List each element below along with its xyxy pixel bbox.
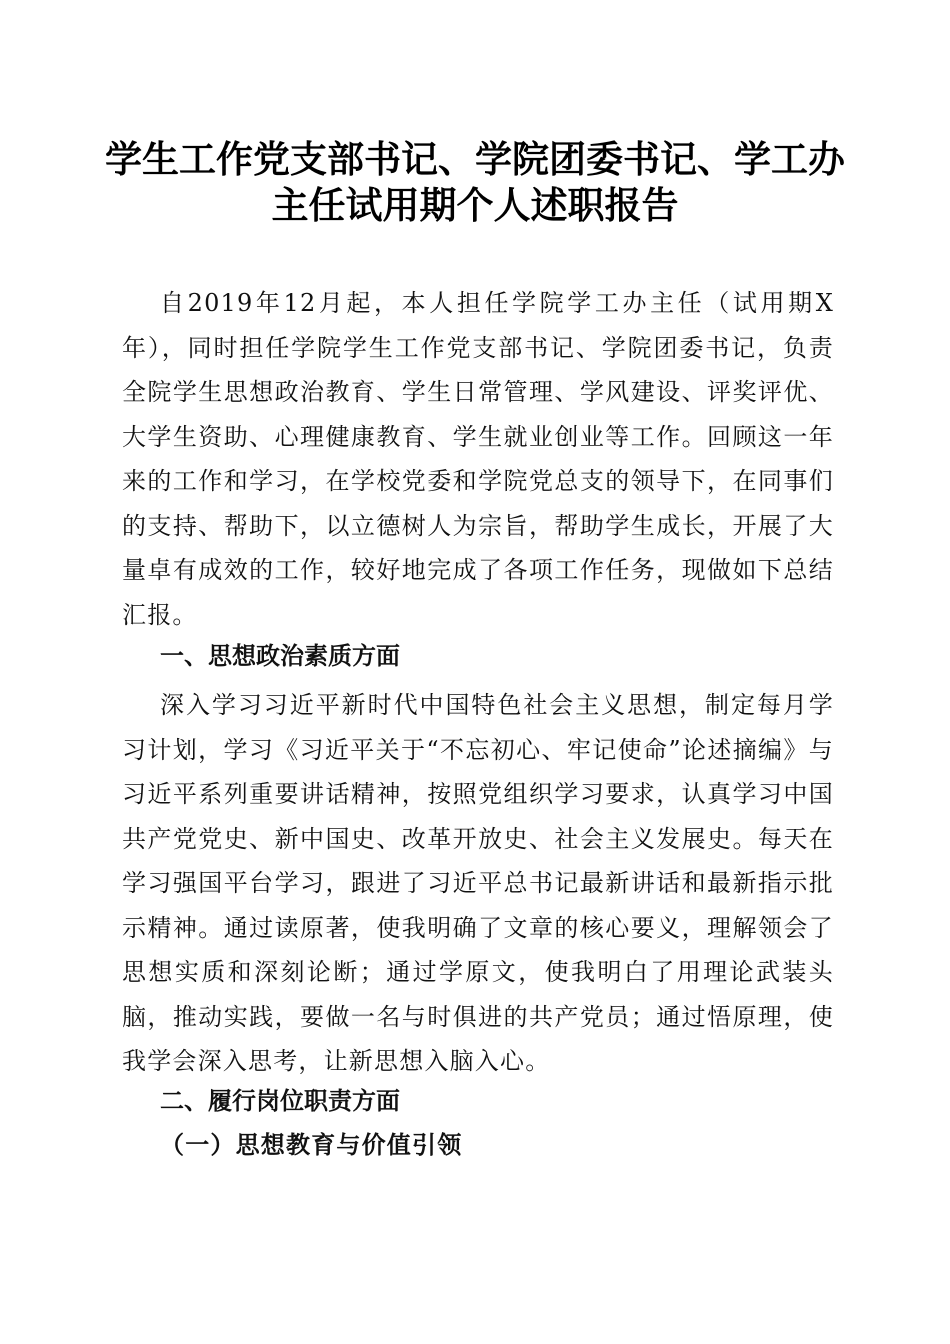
intro-paragraph: 自2019年12月起，本人担任学院学工办主任（试用期X年），同时担任学院学生工作党支部书记、学院团委书记，负责全院学生思想政治教育、学生日常管理、学风建设、评奖评优、大学生资助、心理健康教育、学生就业创业等工作。回顾这一年来的工作和学习，在学校党委和学院党总支的领导下，在同事们的支持、帮助下，以立德树人为宗旨，帮助学生成长，开展了大量卓有成效的工作，较好地完成了各项工作任务，现做如下总结汇报。 xyxy=(122,289,834,629)
section-heading-political-quality: 一、思想政治素质方面 xyxy=(160,642,400,670)
document-title-line-2: 主任试用期个人述职报告 xyxy=(271,184,679,227)
political-quality-paragraph: 深入学习习近平新时代中国特色社会主义思想，制定每月学习计划，学习《习近平关于“不忘初心、牢记使命”论述摘编》与习近平系列重要讲话精神，按照党组织学习要求，认真学习中国共产党党史、新中国史、改革开放史、社会主义发展史。每天在学习强国平台学习，跟进了习近平总书记最新讲话和最新指示批示精神。通过读原著，使我明确了文章的核心要义，理解领会了思想实质和深刻论断；通过学原文，使我明白了用理论武装头脑，推动实践，要做一名与时俱进的共产党员；通过悟原理，使我学会深入思考，让新思想入脑入心。 xyxy=(122,691,834,1075)
document-title-line-1: 学生工作党支部书记、学院团委书记、学工办 xyxy=(105,138,845,181)
subsection-heading-ideological-education: （一）思想教育与价值引领 xyxy=(160,1130,463,1159)
section-heading-job-duties: 二、履行岗位职责方面 xyxy=(160,1087,400,1115)
